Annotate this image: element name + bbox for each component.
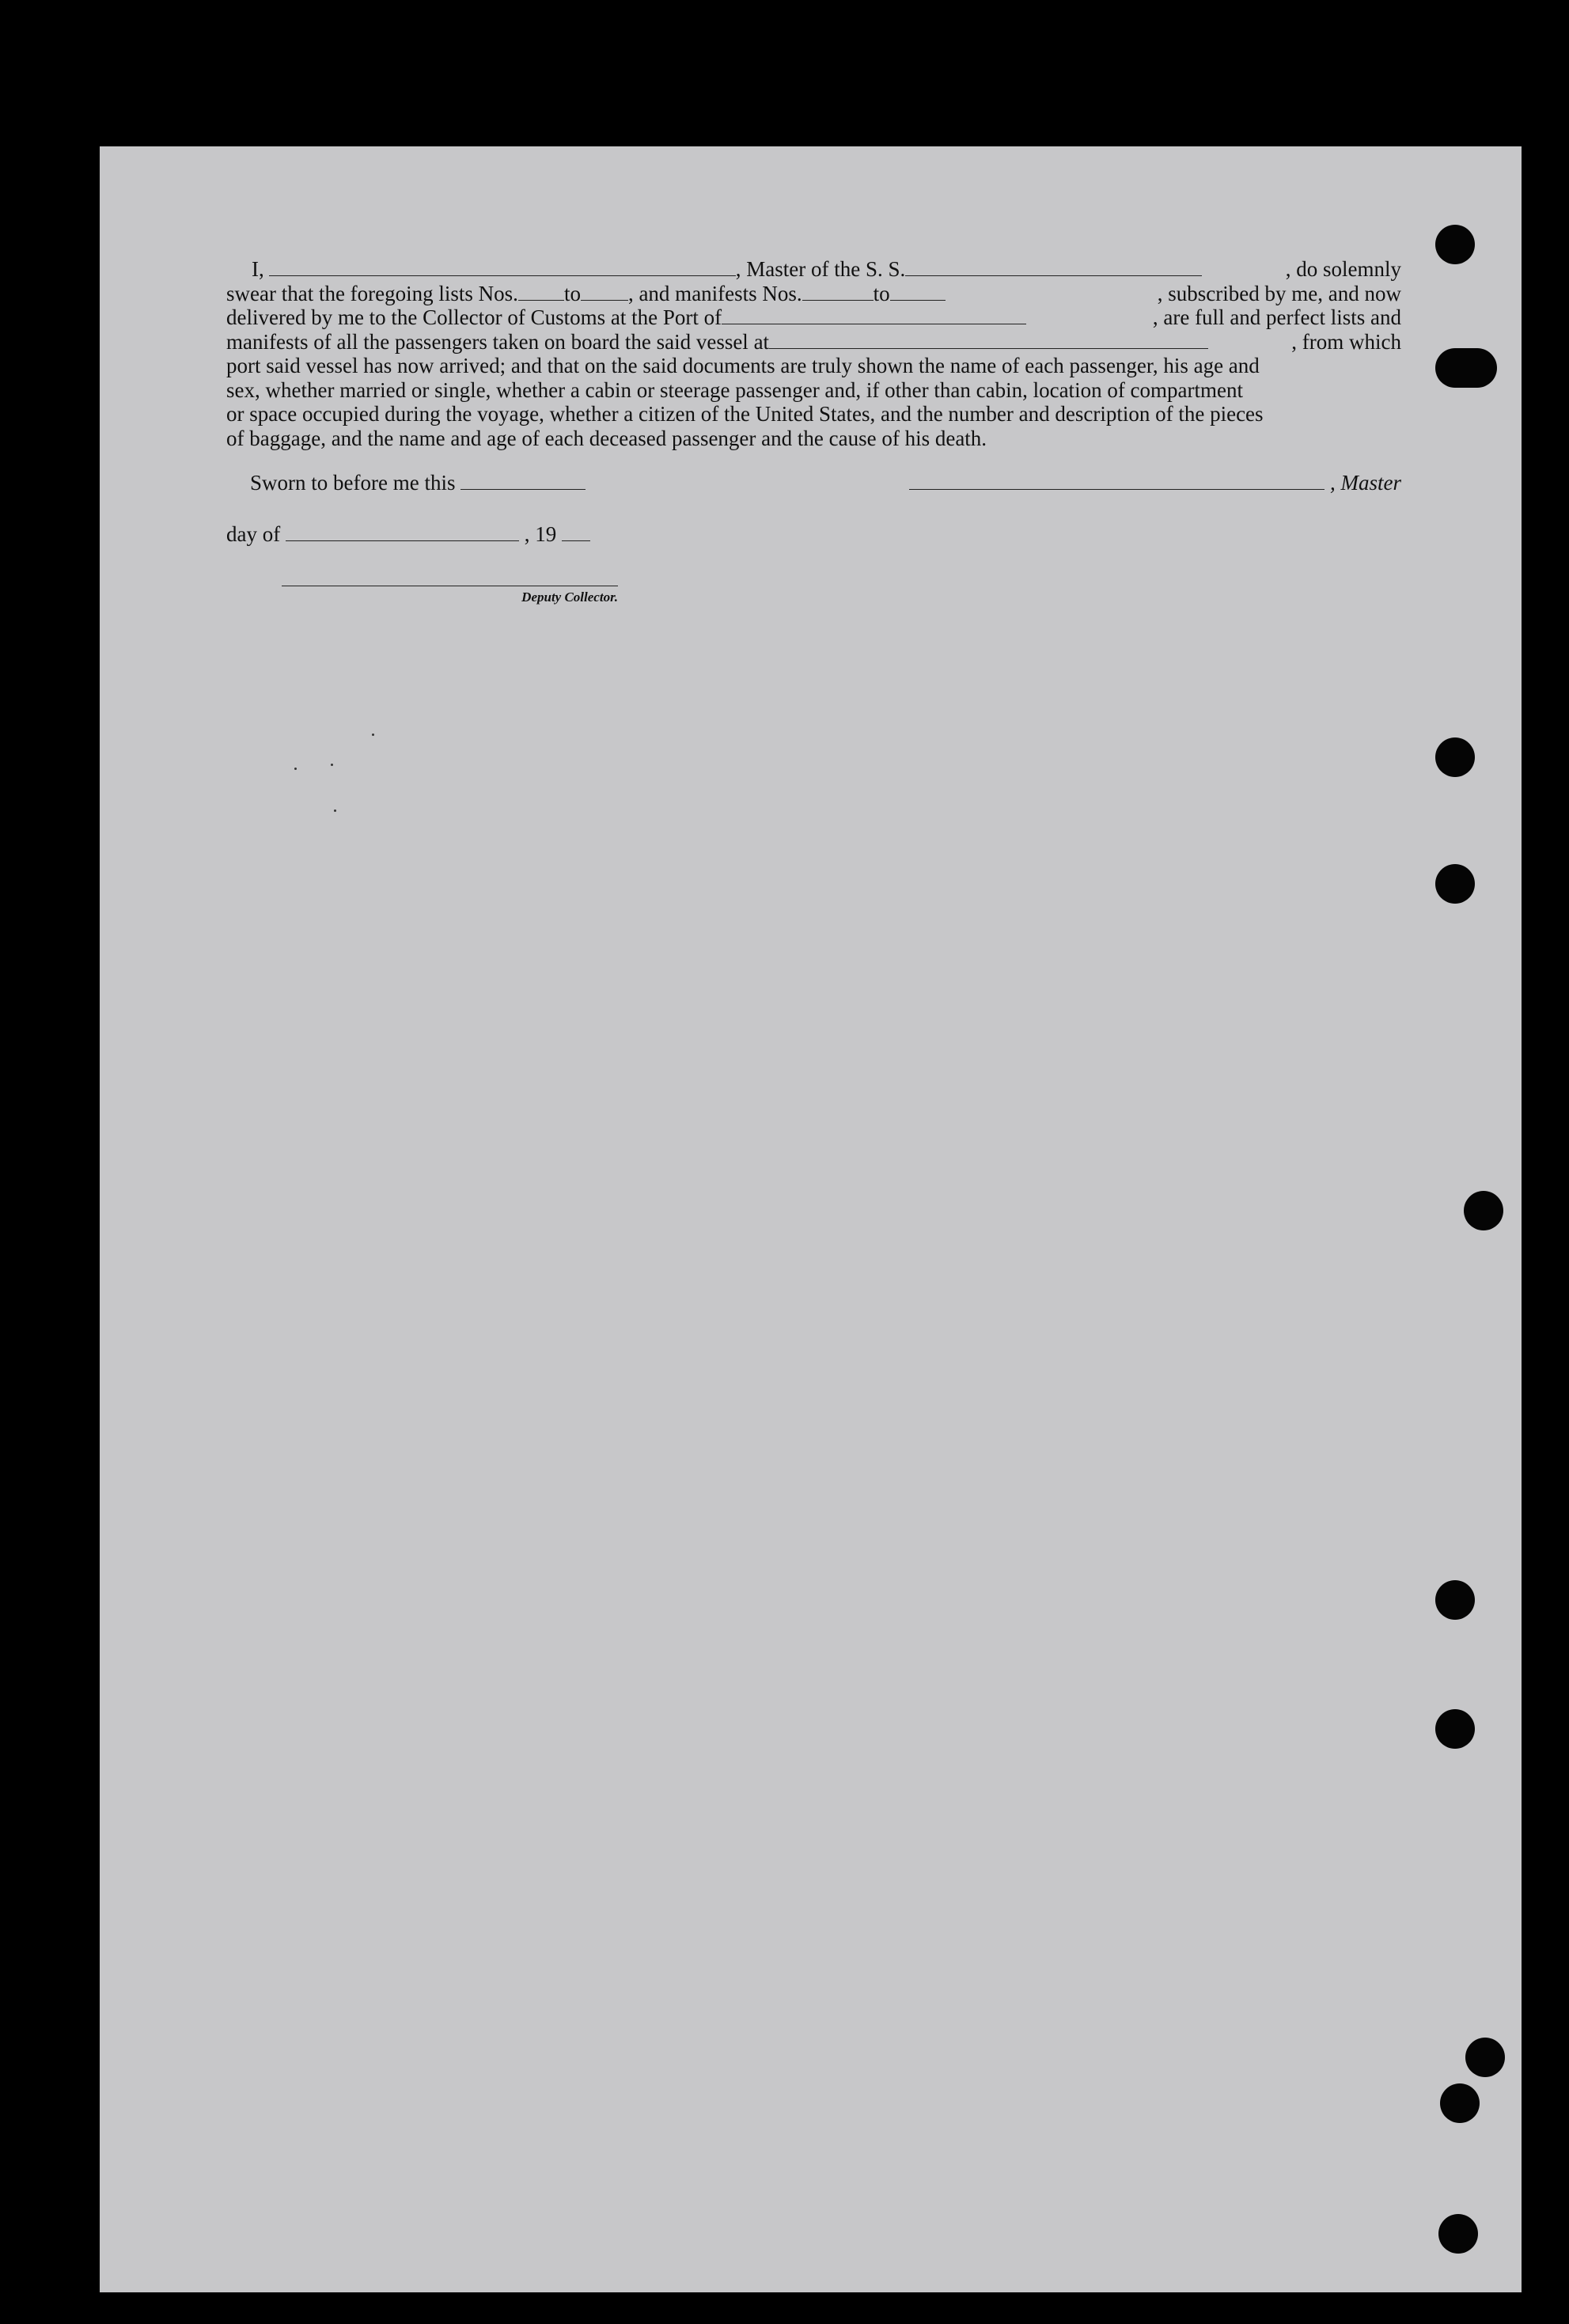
oath-text: or space occupied during the voyage, whether a citizen of the United States, and the number and description of the pieces bbox=[226, 402, 1264, 426]
punch-hole bbox=[1440, 2083, 1480, 2123]
deputy-collector-label: Deputy Collector. bbox=[521, 590, 618, 605]
master-label: , Master bbox=[1330, 471, 1401, 495]
oath-text: , Master of the S. S. bbox=[735, 257, 906, 281]
lists-from-blank[interactable] bbox=[518, 286, 564, 301]
oath-text: to bbox=[873, 281, 890, 305]
deputy-collector-signature bbox=[282, 586, 618, 605]
oath-text: swear that the foregoing lists Nos. bbox=[226, 281, 518, 305]
oath-text: , do solemnly bbox=[1285, 257, 1401, 281]
punch-hole bbox=[1435, 1580, 1475, 1620]
oath-line-8 bbox=[226, 427, 1401, 451]
lists-to-blank[interactable] bbox=[581, 286, 628, 301]
oath-line-7 bbox=[226, 402, 1401, 427]
punch-hole bbox=[1435, 348, 1497, 388]
punch-hole bbox=[1435, 225, 1475, 264]
oath-line-4 bbox=[226, 330, 1401, 354]
oath-line-5 bbox=[226, 354, 1401, 378]
oath-text: of baggage, and the name and age of each deceased passenger and the cause of his death. bbox=[226, 426, 987, 450]
manifests-from-blank[interactable] bbox=[802, 286, 874, 301]
oath-text: I, bbox=[252, 257, 264, 281]
boarded-at-blank[interactable] bbox=[769, 334, 1208, 349]
punch-hole bbox=[1435, 864, 1475, 904]
oath-text: , subscribed by me, and now bbox=[1157, 281, 1401, 305]
master-signature-blank[interactable] bbox=[909, 475, 1325, 490]
punch-hole bbox=[1438, 2214, 1478, 2254]
punch-hole bbox=[1465, 2038, 1505, 2077]
sworn-date-blank[interactable] bbox=[460, 475, 586, 490]
punch-hole bbox=[1435, 1709, 1475, 1749]
oath-line-3 bbox=[226, 305, 1401, 330]
year-prefix: , 19 bbox=[524, 522, 557, 546]
oath-line-2 bbox=[226, 282, 1401, 306]
oath-text: manifests of all the passengers taken on board the said vessel at bbox=[226, 329, 770, 354]
document-page bbox=[100, 146, 1522, 2292]
oath-line-6 bbox=[226, 378, 1401, 403]
port-blank[interactable] bbox=[722, 309, 1026, 324]
oath-text: to bbox=[563, 281, 581, 305]
vessel-name-blank[interactable] bbox=[905, 261, 1202, 276]
scan-speck bbox=[294, 768, 297, 770]
sworn-label: Sworn to before me this bbox=[250, 471, 456, 495]
oath-text: , and manifests Nos. bbox=[627, 281, 802, 305]
year-blank[interactable] bbox=[562, 526, 590, 541]
scan-speck bbox=[334, 809, 336, 812]
oath-text: port said vessel has now arrived; and that on the said documents are truly shown the name of each passenger, his age and bbox=[226, 354, 1260, 377]
punch-hole bbox=[1464, 1191, 1503, 1230]
day-row bbox=[226, 522, 590, 547]
manifests-to-blank[interactable] bbox=[890, 286, 946, 301]
day-label: day of bbox=[226, 522, 281, 546]
master-name-blank[interactable] bbox=[269, 261, 736, 276]
oath-text: , from which bbox=[1291, 329, 1401, 354]
oath-text: sex, whether married or single, whether a cabin or steerage passenger and, if other than cabin, location of compartment bbox=[226, 377, 1244, 402]
scan-speck bbox=[372, 734, 374, 736]
oath-text: delivered by me to the Collector of Customs at the Port of bbox=[226, 305, 722, 329]
scan-speck bbox=[331, 764, 333, 766]
oath-text: , are full and perfect lists and bbox=[1152, 305, 1401, 329]
oath-paragraph bbox=[226, 257, 1401, 450]
punch-hole bbox=[1435, 737, 1475, 777]
month-blank[interactable] bbox=[286, 526, 519, 541]
oath-line-1 bbox=[226, 257, 1401, 282]
